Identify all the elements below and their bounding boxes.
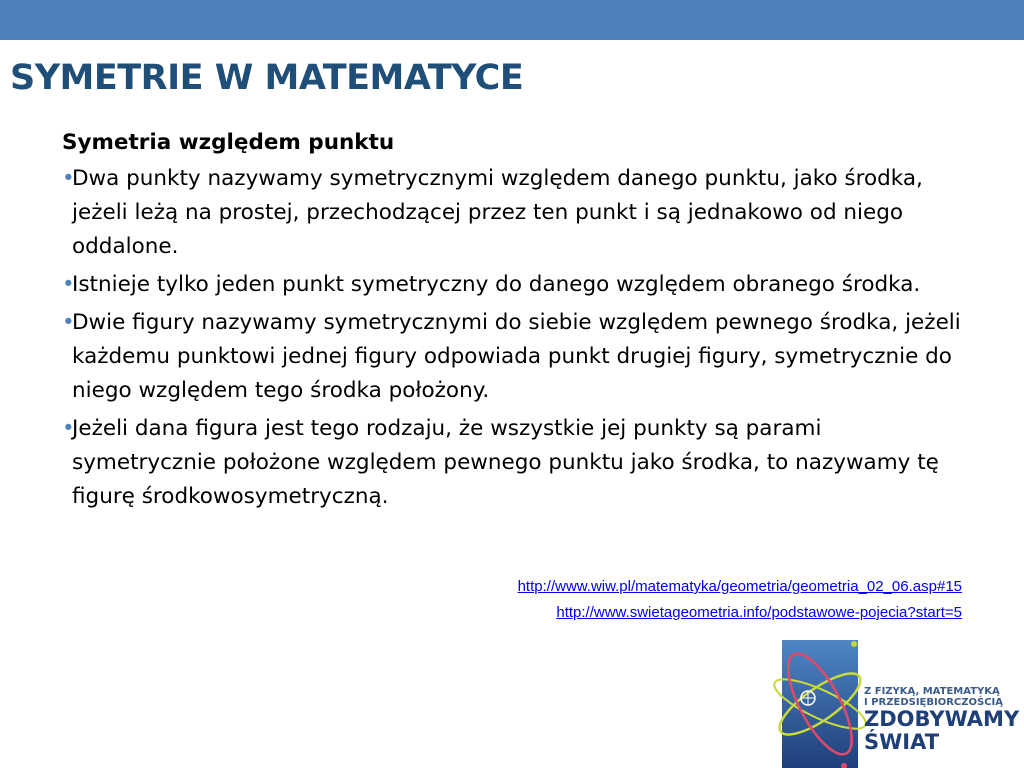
subheading: Symetria względem punktu xyxy=(62,130,395,155)
bullet-item xyxy=(62,412,962,514)
bullet-text: Dwie figury nazywamy symetrycznymi do siebie względem pewnego środka, jeżeli każdemu punktowi jednej figury odpowiada punkt drugiej figury, symetrycznie do niego względem tego środka położony. xyxy=(72,310,961,403)
top-accent-bar xyxy=(0,0,1024,40)
logo-tagline-line2: I PRZEDSIĘBIORCZOŚCIĄ xyxy=(864,697,1004,708)
logo-title-line2: ŚWIAT xyxy=(864,730,940,754)
reference-link-wiw[interactable]: http://www.wiw.pl/matematyka/geometria/geometria_02_06.asp#15 xyxy=(517,578,962,595)
logo-text xyxy=(864,686,1019,754)
bullet-text: Istnieje tylko jeden punkt symetryczny do danego względem obranego środka. xyxy=(72,272,921,297)
project-logo xyxy=(772,628,1024,768)
bullet-text: Dwa punkty nazywamy symetrycznymi względem danego punktu, jako środka, jeżeli leżą na prostej, przechodzącej przez ten punkt i są jednakowo od niego oddalone. xyxy=(72,166,923,259)
slide-title: SYMETRIE W MATEMATYCE xyxy=(10,58,524,98)
bullet-item xyxy=(62,306,962,408)
bullet-text: Jeżeli dana figura jest tego rodzaju, że wszystkie jej punkty są parami symetrycznie położone względem pewnego punktu jako środka, to nazywamy tę figurę środkowosymetryczną. xyxy=(72,416,939,509)
bullet-item xyxy=(62,162,962,264)
logo-title-line1: ZDOBYWAMY xyxy=(864,707,1020,731)
bullet-dot-icon: • xyxy=(62,272,75,297)
reference-links xyxy=(518,574,962,626)
bullet-dot-icon: • xyxy=(62,416,75,441)
bullet-dot-icon: • xyxy=(62,310,75,335)
bullet-dot-icon: • xyxy=(62,166,75,191)
logo-tagline-line1: Z FIZYKĄ, MATEMATYKĄ xyxy=(864,686,1000,697)
reference-link-swietageometria[interactable]: http://www.swietageometria.info/podstawowe-pojecia?start=5 xyxy=(556,604,962,621)
slide-content xyxy=(62,126,962,518)
bullet-item xyxy=(62,268,962,302)
